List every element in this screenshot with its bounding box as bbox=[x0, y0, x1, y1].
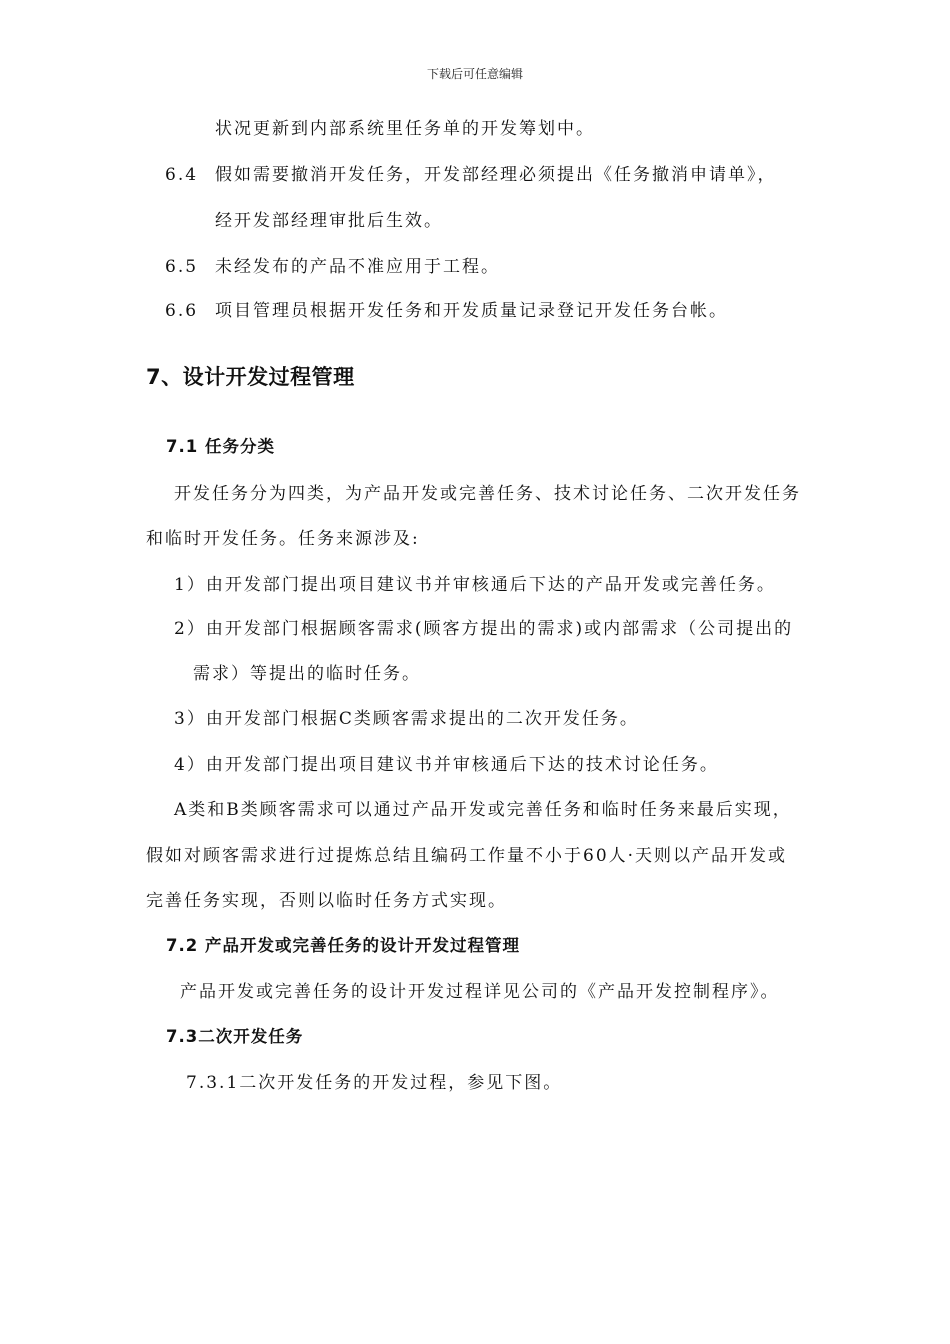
subsection-7-1-heading: 7.1 任务分类 bbox=[166, 437, 275, 456]
item-6-6-number: 6.6 bbox=[165, 301, 199, 321]
para-customer-line3: 完善任务实现，否则以临时任务方式实现。 bbox=[146, 891, 507, 911]
para-7-1-line1: 开发任务分为四类，为产品开发或完善任务、技术讨论任务、二次开发任务 bbox=[174, 484, 801, 504]
subsection-7-2-heading: 7.2 产品开发或完善任务的设计开发过程管理 bbox=[166, 936, 520, 955]
page-header: 下载后可任意编辑 bbox=[426, 67, 523, 81]
item-6-4-line2: 经开发部经理审批后生效。 bbox=[215, 211, 443, 231]
item-6-5-text: 未经发布的产品不准应用于工程。 bbox=[215, 257, 500, 277]
item-6-6-text: 项目管理员根据开发任务和开发质量记录登记开发任务台帐。 bbox=[215, 301, 728, 321]
list-item-2-line2: 需求）等提出的临时任务。 bbox=[193, 664, 421, 684]
para-7-3-1: 7.3.1二次开发任务的开发过程，参见下图。 bbox=[186, 1073, 563, 1093]
item-6-5-number: 6.5 bbox=[165, 257, 199, 277]
para-7-1-line2: 和临时开发任务。任务来源涉及: bbox=[146, 529, 420, 549]
para-6-3-cont: 状况更新到内部系统里任务单的开发筹划中。 bbox=[215, 119, 595, 139]
para-7-2: 产品开发或完善任务的设计开发过程详见公司的《产品开发控制程序》。 bbox=[180, 982, 780, 1002]
para-customer-line1: A类和B类顾客需求可以通过产品开发或完善任务和临时任务来最后实现， bbox=[174, 800, 792, 820]
section-7-heading: 7、设计开发过程管理 bbox=[146, 365, 355, 389]
list-item-1: 1）由开发部门提出项目建议书并审核通后下达的产品开发或完善任务。 bbox=[174, 575, 776, 595]
para-customer-line2: 假如对顾客需求进行过提炼总结且编码工作量不小于60人·天则以产品开发或 bbox=[146, 846, 788, 866]
list-item-3: 3）由开发部门根据C类顾客需求提出的二次开发任务。 bbox=[174, 709, 639, 729]
list-item-2-line1: 2）由开发部门根据顾客需求(顾客方提出的需求)或内部需求（公司提出的 bbox=[174, 619, 794, 639]
item-6-4-line1: 假如需要撤消开发任务，开发部经理必须提出《任务撤消申请单》， bbox=[215, 165, 777, 185]
item-6-4-number: 6.4 bbox=[165, 165, 199, 185]
subsection-7-3-heading: 7.3二次开发任务 bbox=[166, 1027, 304, 1046]
list-item-4: 4）由开发部门提出项目建议书并审核通后下达的技术讨论任务。 bbox=[174, 755, 719, 775]
